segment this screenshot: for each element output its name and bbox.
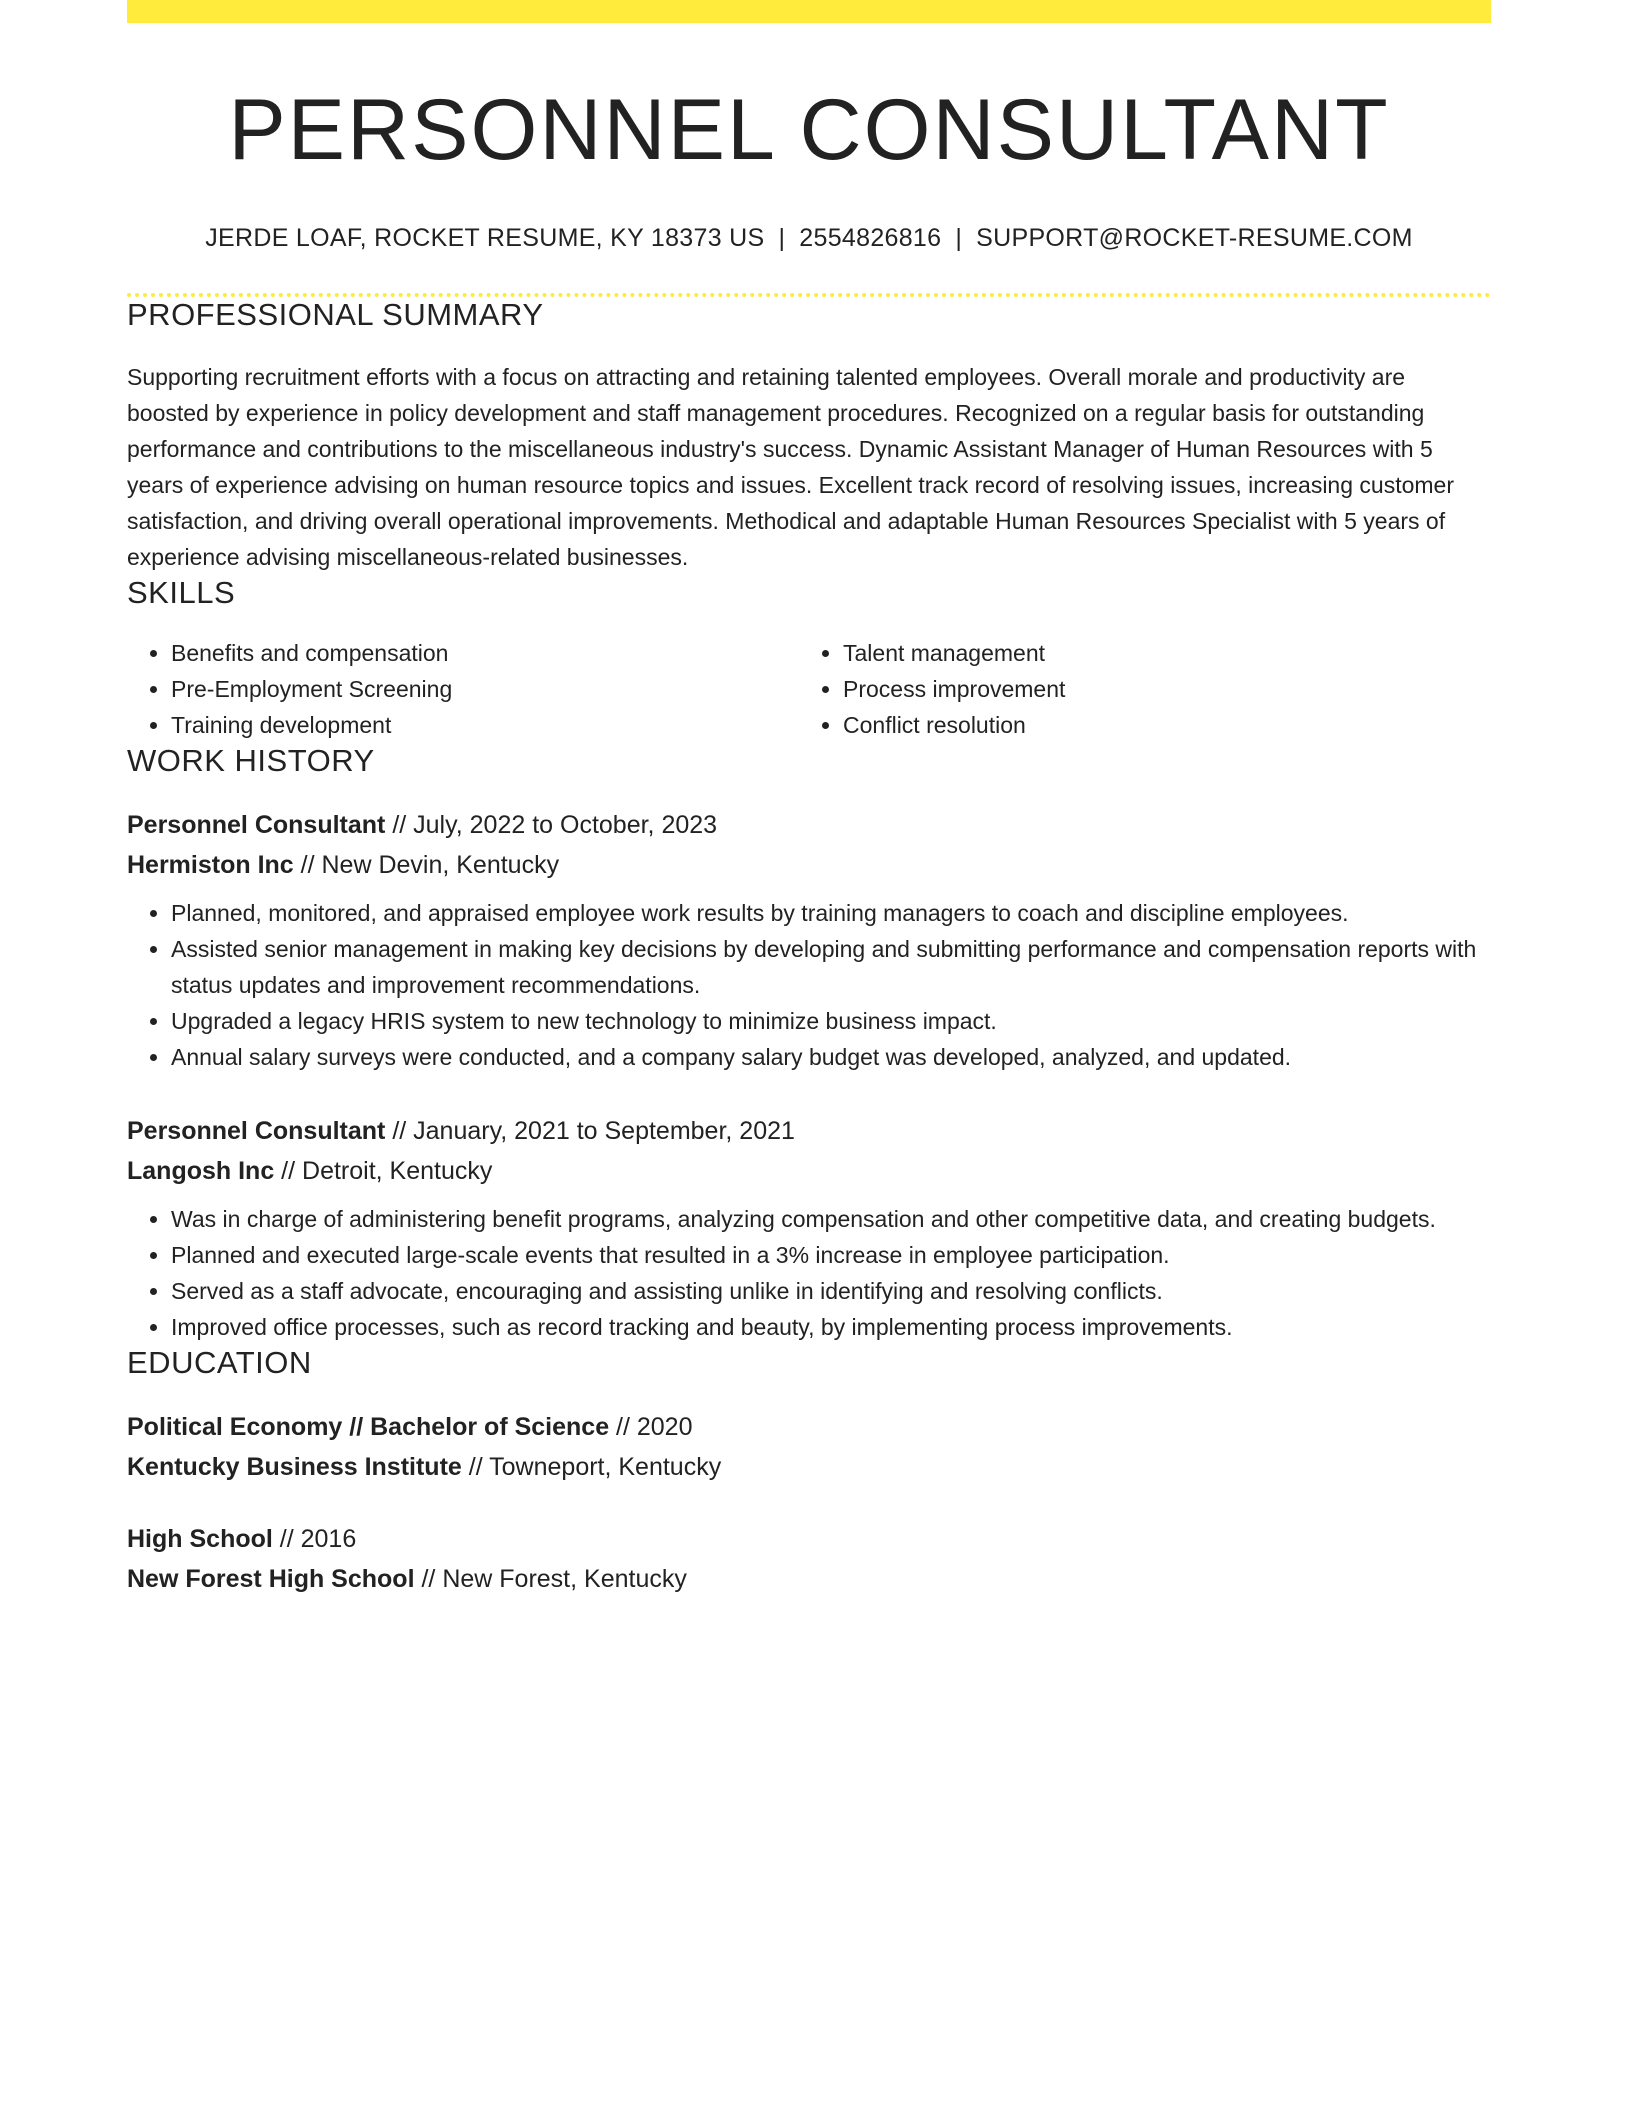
- education-school-line: [127, 1447, 1491, 1487]
- job-location: // Detroit, Kentucky: [274, 1156, 493, 1185]
- job-bullet: • Annual salary surveys were conducted, and a company salary budget was developed, analyzed, and updated.: [171, 1039, 1491, 1075]
- education-year: // 2020: [609, 1412, 693, 1441]
- education-degree-line: [127, 1519, 1491, 1559]
- job-bullet: • Planned, monitored, and appraised employee work results by training managers to coach and discipline employees.: [171, 895, 1491, 931]
- summary-heading: PROFESSIONAL SUMMARY: [127, 296, 544, 332]
- skill-item: • Conflict resolution: [843, 707, 1471, 743]
- job-dates: // July, 2022 to October, 2023: [385, 810, 718, 839]
- education-degree: Political Economy // Bachelor of Science: [127, 1412, 610, 1441]
- resume-page: [127, 0, 1491, 1599]
- skills-list-right: [799, 635, 1471, 743]
- education-entry: [127, 1407, 1491, 1487]
- job-bullets: [127, 895, 1491, 1075]
- skill-item: • Pre-Employment Screening: [171, 671, 799, 707]
- job-company-line: [127, 845, 1491, 885]
- education-heading: EDUCATION: [127, 1344, 312, 1380]
- education-location: // Towneport, Kentucky: [461, 1452, 722, 1481]
- job-dates: // January, 2021 to September, 2021: [385, 1116, 795, 1145]
- job-title-line: [127, 1111, 1491, 1151]
- education-location: // New Forest, Kentucky: [414, 1564, 687, 1593]
- skill-item: • Process improvement: [843, 671, 1471, 707]
- skills-grid: [127, 635, 1491, 743]
- job-location: // New Devin, Kentucky: [293, 850, 560, 879]
- contact-address: JERDE LOAF, ROCKET RESUME, KY 18373 US: [205, 223, 765, 252]
- contact-separator: |: [955, 223, 963, 252]
- skill-item: • Talent management: [843, 635, 1471, 671]
- job-bullet: • Assisted senior management in making key decisions by developing and submitting performance and compensation reports with status updates and improvement recommendations.: [171, 931, 1491, 1003]
- work-history-heading: WORK HISTORY: [127, 742, 375, 778]
- education-degree: High School: [127, 1524, 273, 1553]
- contact-phone: 2554826816: [799, 223, 942, 252]
- job-role: Personnel Consultant: [127, 1116, 386, 1145]
- job-entry: [127, 1111, 1491, 1345]
- education-school-line: [127, 1559, 1491, 1599]
- job-bullets: [127, 1201, 1491, 1345]
- education-school: New Forest High School: [127, 1564, 415, 1593]
- job-role: Personnel Consultant: [127, 810, 386, 839]
- resume-name: PERSONNEL CONSULTANT: [228, 82, 1390, 178]
- education-entry: [127, 1519, 1491, 1599]
- contact-separator: |: [778, 223, 786, 252]
- job-bullet: • Was in charge of administering benefit programs, analyzing compensation and other competitive data, and creating budgets.: [171, 1201, 1491, 1237]
- education-year: // 2016: [272, 1524, 357, 1553]
- job-bullet: • Served as a staff advocate, encouraging and assisting unlike in identifying and resolving conflicts.: [171, 1273, 1491, 1309]
- skill-item: • Training development: [171, 707, 799, 743]
- job-entry: [127, 805, 1491, 1075]
- job-company: Langosh Inc: [127, 1156, 275, 1185]
- skills-heading: SKILLS: [127, 574, 236, 610]
- job-bullet: • Improved office processes, such as record tracking and beauty, by implementing process improvements.: [171, 1309, 1491, 1345]
- skill-item: • Benefits and compensation: [171, 635, 799, 671]
- job-title-line: [127, 805, 1491, 845]
- contact-email: SUPPORT@ROCKET-RESUME.COM: [976, 223, 1413, 252]
- contact-line: [127, 224, 1491, 253]
- job-company-line: [127, 1151, 1491, 1191]
- job-bullet: • Planned and executed large-scale events that resulted in a 3% increase in employee participation.: [171, 1237, 1491, 1273]
- job-bullet: • Upgraded a legacy HRIS system to new technology to minimize business impact.: [171, 1003, 1491, 1039]
- education-degree-line: [127, 1407, 1491, 1447]
- summary-text: Supporting recruitment efforts with a focus on attracting and retaining talented employees. Overall morale and productivity are boosted by experience in policy development and staff management procedures. Recognized on a regular basis for outstanding performance and contributions to the miscellaneous industry's success. Dynamic Assistant Manager of Human Resources with 5 years of experience advising on human resource topics and issues. Excellent track record of resolving issues, increasing customer satisfaction, and driving overall operational improvements. Methodical and adaptable Human Resources Specialist with 5 years of experience advising miscellaneous-related businesses.: [127, 363, 1454, 570]
- skills-list-left: [127, 635, 799, 743]
- education-school: Kentucky Business Institute: [127, 1452, 462, 1481]
- job-company: Hermiston Inc: [127, 850, 294, 879]
- top-accent-bar: [127, 0, 1491, 23]
